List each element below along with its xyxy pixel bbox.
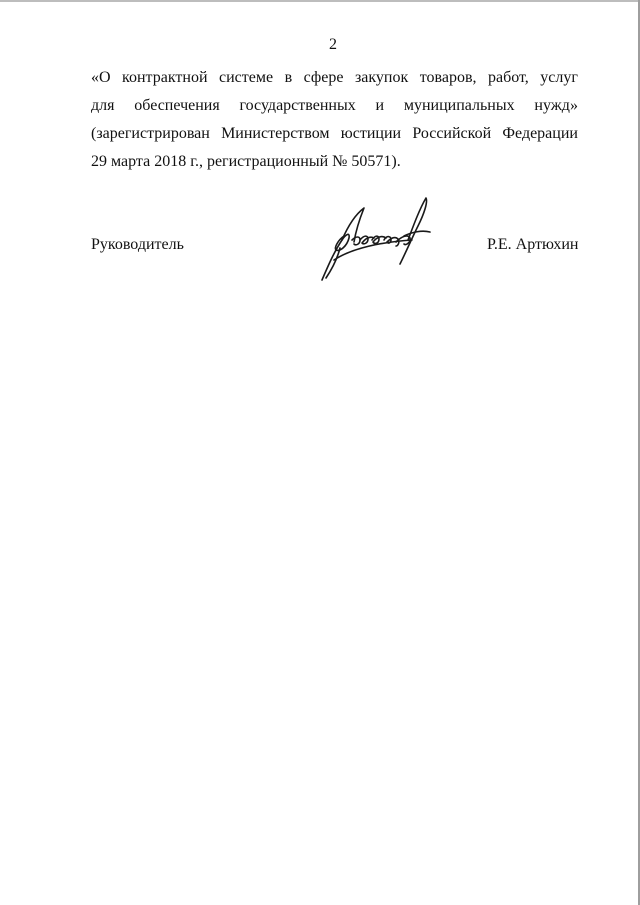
word: государственных: [239, 97, 356, 114]
signatory-name: Р.Е. Артюхин: [487, 236, 579, 253]
word: товаров,: [419, 69, 477, 86]
page-number: 2: [329, 36, 337, 53]
word: закупок: [354, 69, 409, 86]
word: Министерством: [221, 125, 330, 142]
paragraph-line-3: [91, 124, 578, 144]
word: работ,: [487, 69, 529, 86]
paragraph-line-2: [91, 96, 578, 116]
word: услуг: [540, 69, 578, 86]
word: Федерации: [502, 125, 578, 142]
handwritten-signature: [312, 190, 442, 290]
word: системе: [219, 69, 274, 86]
word: сфере: [303, 69, 344, 86]
paragraph-line-1: [91, 68, 578, 88]
word: обеспечения: [134, 97, 220, 114]
page-top-edge: [0, 0, 640, 2]
word: (зарегистрирован: [91, 125, 210, 142]
word: в: [284, 69, 293, 86]
word: Российской: [412, 125, 492, 142]
signatory-title: Руководитель: [91, 236, 184, 253]
word: муниципальных: [403, 97, 515, 114]
paragraph-line-4: 29 марта 2018 г., регистрационный № 50571).: [91, 153, 401, 170]
word: и: [375, 97, 385, 114]
word: для: [91, 97, 115, 114]
word: «О: [91, 69, 111, 86]
word: юстиции: [340, 125, 402, 142]
word: контрактной: [122, 69, 208, 86]
word: нужд»: [534, 97, 578, 114]
